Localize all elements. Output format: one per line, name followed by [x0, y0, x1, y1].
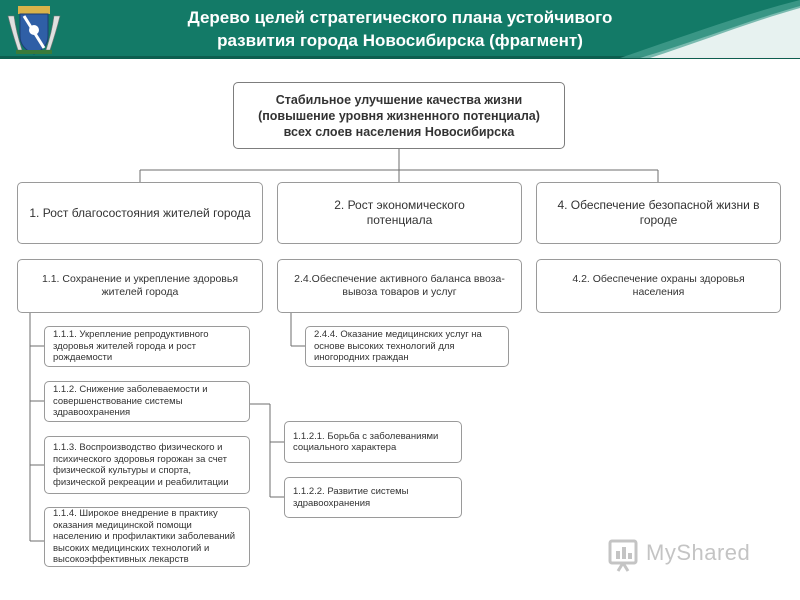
subgoal-1-1-text: 1.1. Сохранение и укрепление здоровья жителей города: [41, 273, 239, 298]
task-1-1-4-box: [44, 507, 250, 567]
task-1-1-2-2-text: 1.1.2.2. Развитие системы здравоохранения: [293, 486, 409, 509]
task-1-1-2-1-box: [284, 421, 462, 463]
goal-2-box: [277, 182, 522, 244]
root-goal-line-2: (повышение уровня жизненного потенциала): [258, 108, 540, 123]
watermark-text: MyShared: [646, 540, 751, 565]
subgoal-2-4-box: [277, 259, 522, 313]
goal-1-box: [17, 182, 263, 244]
task-2-4-4-box: [305, 326, 509, 367]
task-1-1-1-text: 1.1.1. Укрепление репродуктивного здоровья жителей города и рост рождаемости: [53, 329, 209, 364]
goal-4-text: 4. Обеспечение безопасной жизни в городе: [557, 198, 760, 227]
task-1-1-2-box: [44, 381, 250, 422]
task-1-1-3-box: [44, 436, 250, 494]
root-goal-line-1: Стабильное улучшение качества жизни: [275, 92, 523, 107]
task-1-1-2-text: 1.1.2. Снижение заболеваемости и совершенствование системы здравоохранения: [53, 384, 208, 419]
subgoal-2-4-text: 2.4.Обеспечение активного баланса ввоза-вывоза товаров и услуг: [294, 273, 505, 298]
page-title-line-2: развития города Новосибирска (фрагмент): [217, 31, 583, 50]
task-1-1-1-box: [44, 326, 250, 367]
subgoal-4-2-text: 4.2. Обеспечение охраны здоровья населения: [572, 273, 745, 298]
goal-1-text: 1. Рост благосостояния жителей города: [29, 205, 251, 220]
root-goal-line-3: всех слоев населения Новосибирска: [283, 124, 515, 139]
task-1-1-3-text: 1.1.3. Воспроизводство физического и психического здоровья горожан за счет физической культуры и спорта, физической рекреации и реабилитации: [53, 442, 229, 488]
task-1-1-4-text: 1.1.4. Широкое внедрение в практику оказания медицинской помощи населению и профилактики заболеваний высоких медицинских технологий и высокоэффективных лекарств: [53, 508, 236, 566]
goal-2-text: 2. Рост экономического потенциала: [334, 198, 465, 227]
task-1-1-2-2-box: [284, 477, 462, 518]
goal-4-box: [536, 182, 781, 244]
page-title-line-1: Дерево целей стратегического плана устойчивого: [187, 8, 613, 27]
subgoal-1-1-box: [17, 259, 263, 313]
task-2-4-4-text: 2.4.4. Оказание медицинских услуг на основе высоких технологий для иногородних граждан: [314, 329, 482, 364]
task-1-1-2-1-text: 1.1.2.1. Борьба с заболеваниями социального характера: [293, 430, 439, 453]
subgoal-4-2-box: [536, 259, 781, 313]
root-goal-box: [233, 82, 565, 149]
